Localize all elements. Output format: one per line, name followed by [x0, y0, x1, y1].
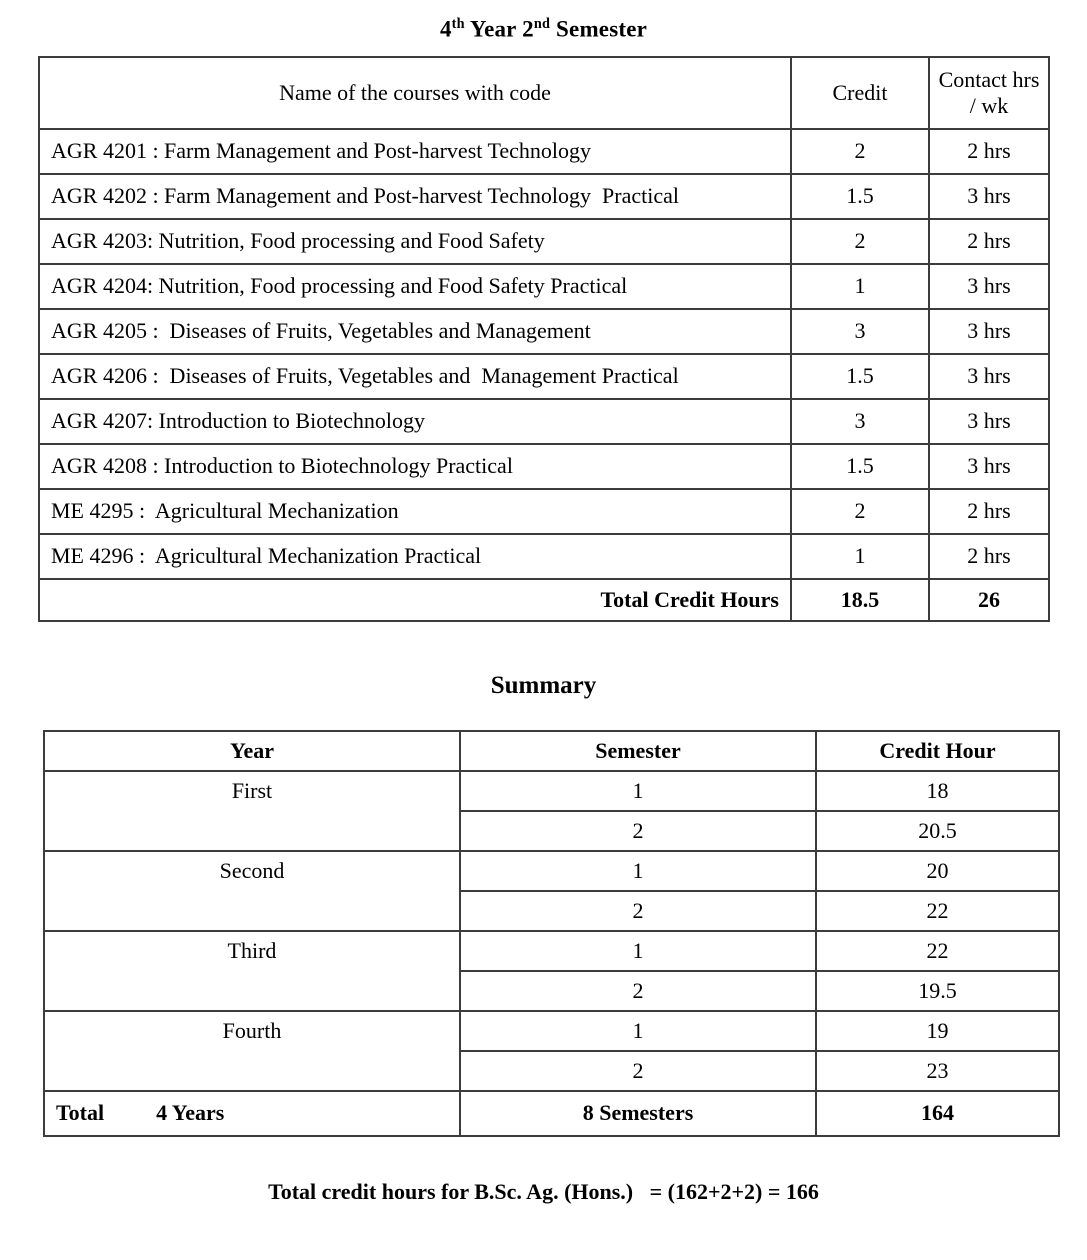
course-contact-cell: 3 hrs — [929, 354, 1049, 399]
course-credit-cell: 3 — [791, 399, 929, 444]
summary-semester-cell: 1 — [460, 1011, 816, 1051]
course-table-body — [39, 129, 1049, 579]
summary-heading: Summary — [490, 671, 597, 699]
column-header-credit: Credit — [791, 57, 929, 129]
course-credit-cell: 1 — [791, 534, 929, 579]
summary-total-credit-hours: 164 — [816, 1091, 1059, 1136]
course-row — [39, 309, 1049, 354]
column-header-course-name: Name of the courses with code — [39, 57, 791, 129]
course-contact-cell: 3 hrs — [929, 444, 1049, 489]
summary-table — [43, 730, 1060, 1137]
summary-semester-cell: 2 — [460, 1051, 816, 1091]
course-contact-cell: 3 hrs — [929, 309, 1049, 354]
course-row — [39, 174, 1049, 219]
course-name-cell: ME 4296 : Agricultural Mechanization Practical — [39, 534, 791, 579]
course-row — [39, 219, 1049, 264]
course-credit-cell: 3 — [791, 309, 929, 354]
course-credit-cell: 1 — [791, 264, 929, 309]
course-contact-cell: 2 hrs — [929, 129, 1049, 174]
summary-header-row — [44, 731, 1059, 771]
course-total-row — [39, 579, 1049, 621]
course-contact-cell: 2 hrs — [929, 489, 1049, 534]
summary-semester-cell: 1 — [460, 931, 816, 971]
summary-table-body — [44, 771, 1059, 1091]
course-name-cell: AGR 4205 : Diseases of Fruits, Vegetables and Management — [39, 309, 791, 354]
summary-total-years: 4 Years — [156, 1100, 225, 1126]
course-row — [39, 489, 1049, 534]
summary-year-cell: First — [44, 771, 460, 851]
summary-semester-cell: 2 — [460, 971, 816, 1011]
summary-total-row — [44, 1091, 1059, 1136]
total-contact-value: 26 — [929, 579, 1049, 621]
grand-total-line: Total credit hours for B.Sc. Ag. (Hons.) = (162+2+2) = 166 — [268, 1178, 819, 1204]
course-name-cell: AGR 4208 : Introduction to Biotechnology Practical — [39, 444, 791, 489]
course-row — [39, 354, 1049, 399]
course-name-cell: AGR 4203: Nutrition, Food processing and Food Safety — [39, 219, 791, 264]
course-row — [39, 129, 1049, 174]
course-credit-cell: 2 — [791, 129, 929, 174]
summary-credit-hour-cell: 18 — [816, 771, 1059, 811]
title-text: 4 — [439, 16, 452, 42]
course-table-header-row — [39, 57, 1049, 129]
summary-credit-hour-cell: 22 — [816, 891, 1059, 931]
summary-row — [44, 851, 1059, 891]
course-credit-cell: 1.5 — [791, 174, 929, 219]
course-contact-cell: 2 hrs — [929, 219, 1049, 264]
summary-year-cell: Second — [44, 851, 460, 931]
summary-row — [44, 771, 1059, 811]
course-row — [39, 399, 1049, 444]
summary-credit-hour-cell: 20.5 — [816, 811, 1059, 851]
course-contact-cell: 3 hrs — [929, 174, 1049, 219]
summary-semester-cell: 1 — [460, 771, 816, 811]
summary-credit-hour-cell: 19.5 — [816, 971, 1059, 1011]
summary-total-label: Total — [56, 1100, 105, 1126]
summary-credit-hour-cell: 23 — [816, 1051, 1059, 1091]
course-row — [39, 534, 1049, 579]
summary-semester-cell: 1 — [460, 851, 816, 891]
page-title — [0, 16, 1087, 43]
course-contact-cell: 3 hrs — [929, 264, 1049, 309]
course-row — [39, 264, 1049, 309]
summary-row — [44, 1011, 1059, 1051]
course-name-cell: AGR 4206 : Diseases of Fruits, Vegetables and Management Practical — [39, 354, 791, 399]
summary-semester-cell: 2 — [460, 891, 816, 931]
summary-semester-cell: 2 — [460, 811, 816, 851]
total-credit-hours-label: Total Credit Hours — [39, 579, 791, 621]
course-name-cell: AGR 4202 : Farm Management and Post-harvest Technology Practical — [39, 174, 791, 219]
course-credit-cell: 2 — [791, 489, 929, 534]
summary-total-year-cell — [44, 1091, 460, 1136]
course-credit-cell: 1.5 — [791, 354, 929, 399]
course-table — [38, 56, 1050, 622]
summary-credit-hour-cell: 22 — [816, 931, 1059, 971]
summary-total-semesters: 8 Semesters — [460, 1091, 816, 1136]
total-credit-value: 18.5 — [791, 579, 929, 621]
summary-year-cell: Fourth — [44, 1011, 460, 1091]
course-contact-cell: 2 hrs — [929, 534, 1049, 579]
document-page — [0, 16, 1087, 1260]
title-text: Year 2 — [464, 16, 534, 42]
course-credit-cell: 2 — [791, 219, 929, 264]
title-superscript-nd: nd — [533, 16, 551, 32]
summary-credit-hour-cell: 19 — [816, 1011, 1059, 1051]
course-name-cell: AGR 4204: Nutrition, Food processing and Food Safety Practical — [39, 264, 791, 309]
title-superscript-th: th — [451, 16, 465, 32]
course-contact-cell: 3 hrs — [929, 399, 1049, 444]
summary-row — [44, 931, 1059, 971]
summary-credit-hour-cell: 20 — [816, 851, 1059, 891]
course-name-cell: AGR 4201 : Farm Management and Post-harvest Technology — [39, 129, 791, 174]
course-name-cell: ME 4295 : Agricultural Mechanization — [39, 489, 791, 534]
course-credit-cell: 1.5 — [791, 444, 929, 489]
column-header-contact-hrs: Contact hrs / wk — [929, 57, 1049, 129]
title-text: Semester — [550, 16, 648, 42]
course-row — [39, 444, 1049, 489]
course-name-cell: AGR 4207: Introduction to Biotechnology — [39, 399, 791, 444]
column-header-semester: Semester — [460, 731, 816, 771]
summary-year-cell: Third — [44, 931, 460, 1011]
column-header-year: Year — [44, 731, 460, 771]
column-header-credit-hour: Credit Hour — [816, 731, 1059, 771]
